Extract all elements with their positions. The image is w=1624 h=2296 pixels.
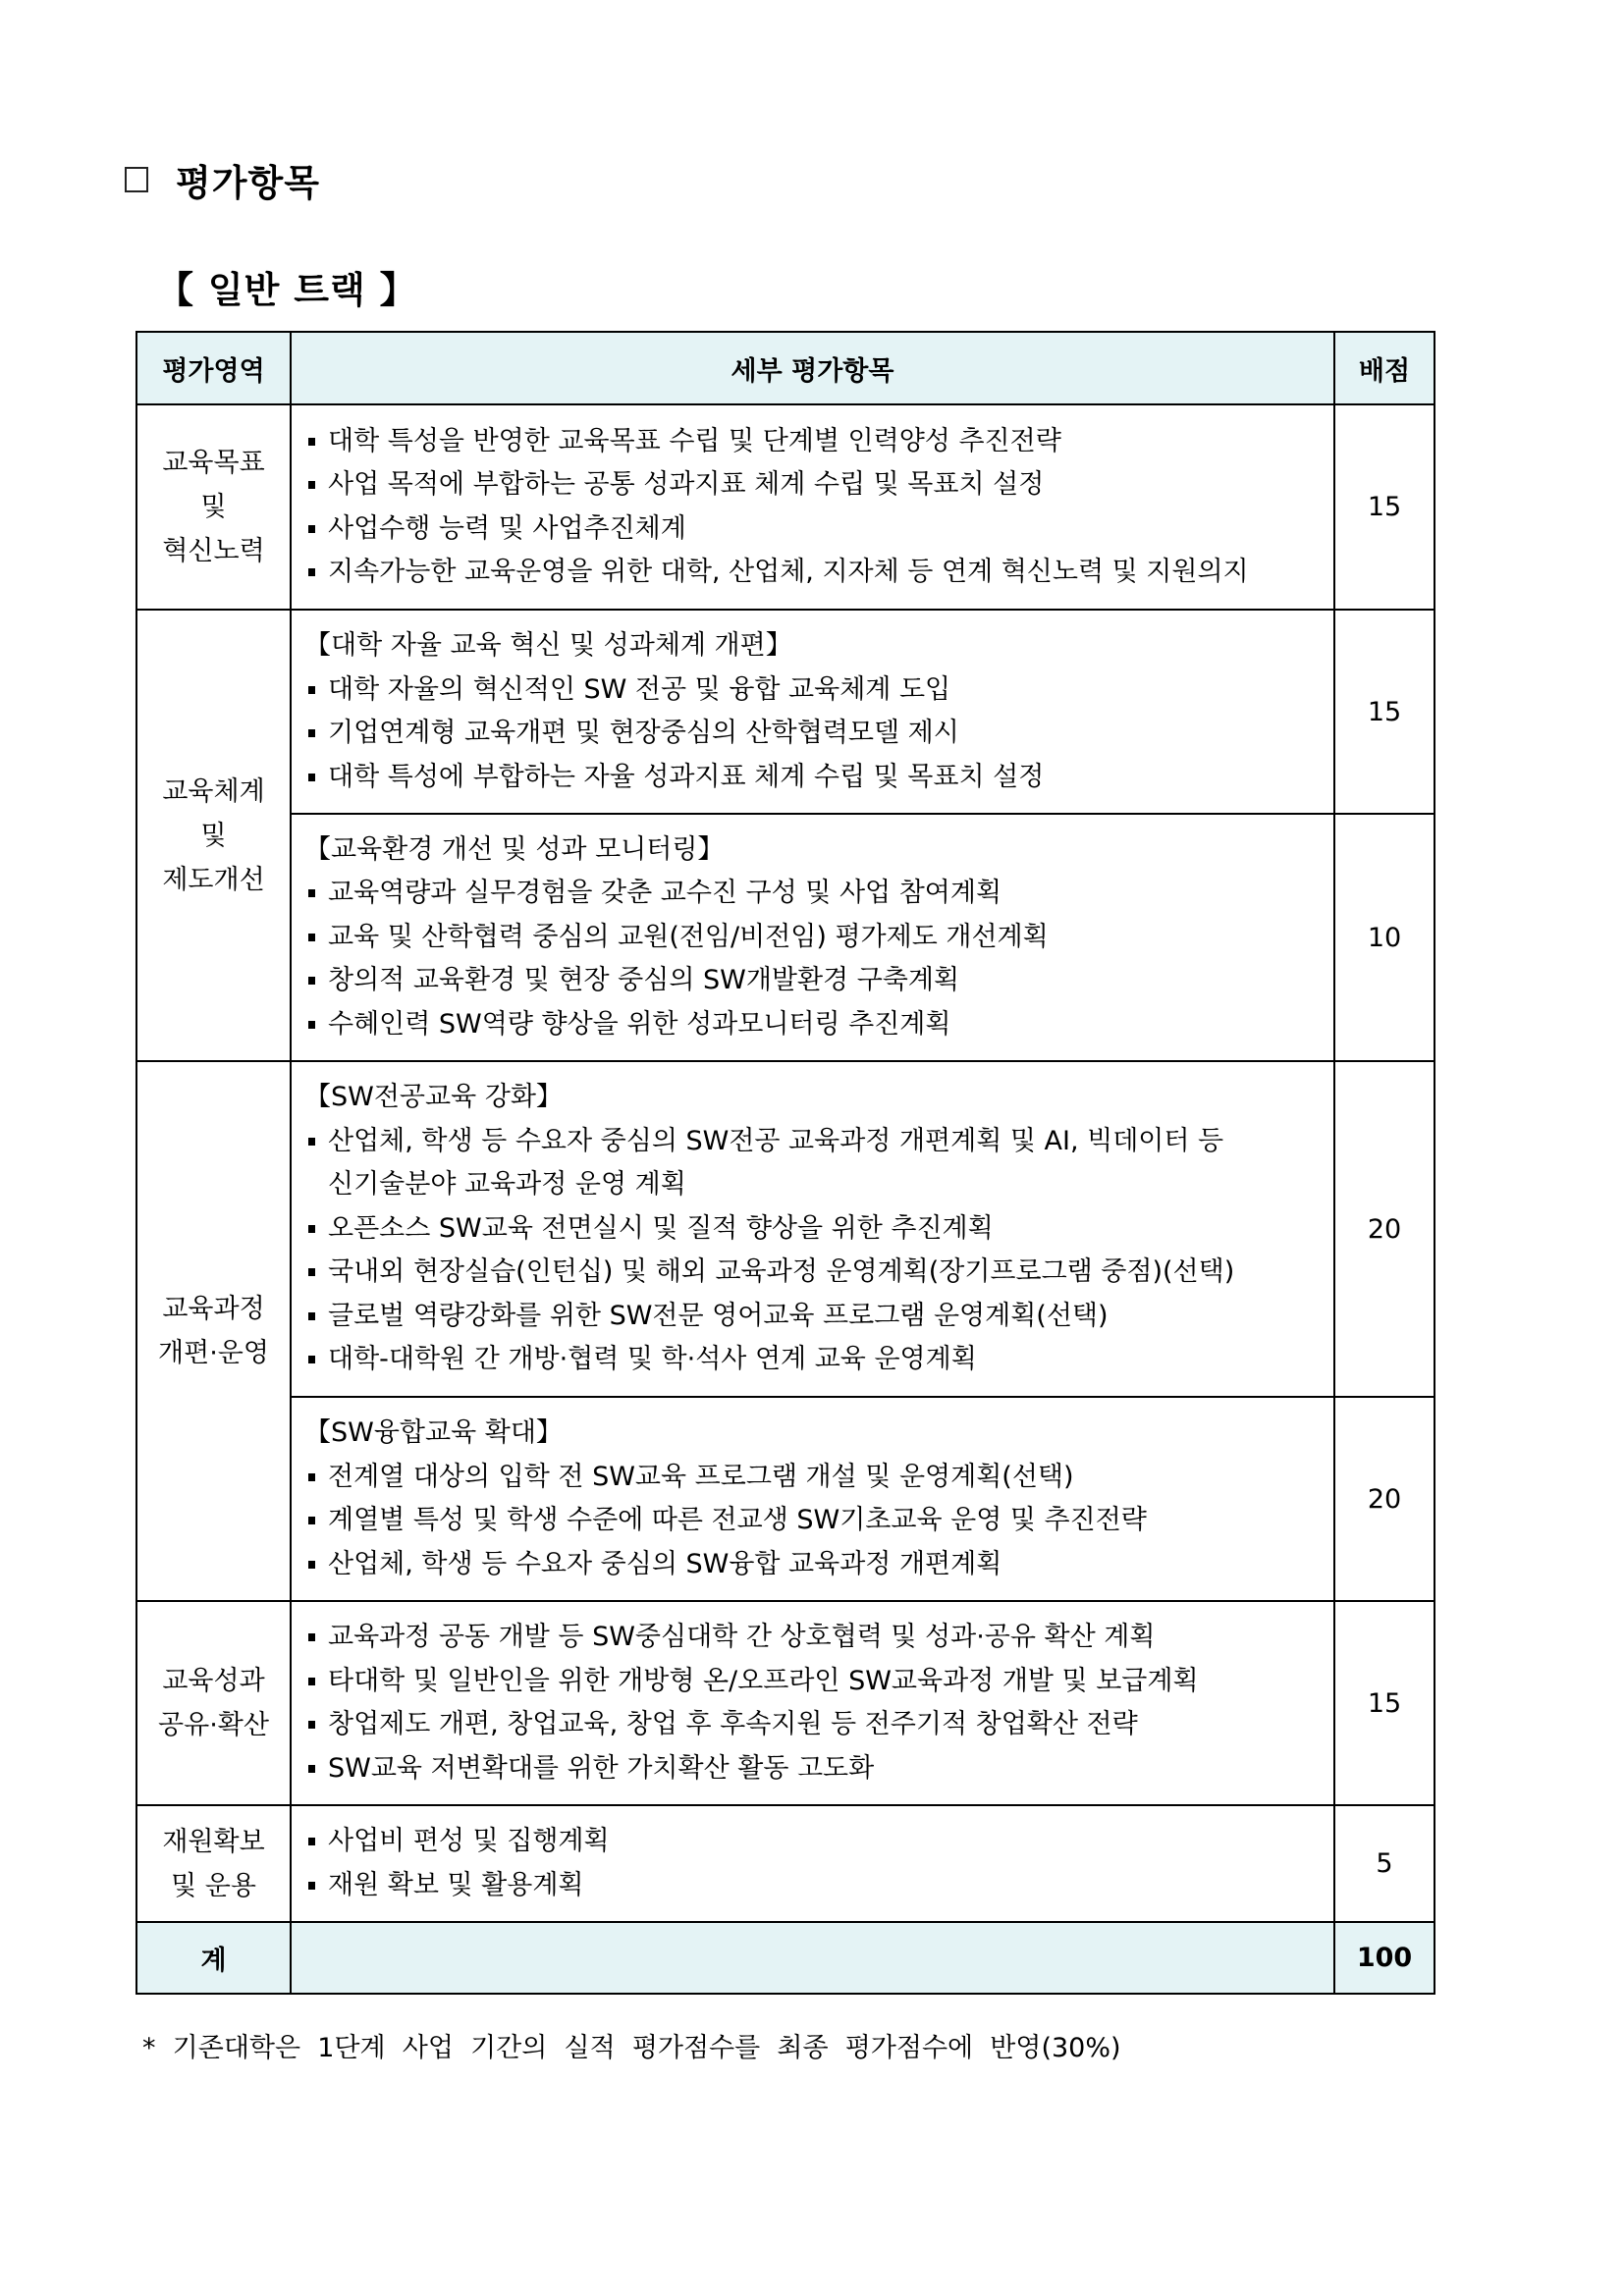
list-item: 재원 확보 및 활용계획 bbox=[304, 1864, 1322, 1908]
score-cell: 15 bbox=[1334, 1601, 1435, 1805]
square-bullet-icon bbox=[308, 525, 315, 533]
square-bullet-icon bbox=[308, 1356, 315, 1363]
score-cell: 15 bbox=[1334, 610, 1435, 814]
square-bullet-icon bbox=[308, 1021, 315, 1029]
table-body bbox=[136, 404, 1435, 1994]
table-row bbox=[136, 610, 1435, 814]
area-line: 혁신노력 bbox=[162, 536, 265, 566]
subheading: 【SW전공교육 강화】 bbox=[304, 1082, 563, 1113]
evaluation-table bbox=[135, 331, 1435, 1995]
table-row bbox=[136, 1397, 1435, 1601]
area-cell bbox=[136, 610, 291, 1061]
list-item: 산업체, 학생 등 수요자 중심의 SW전공 교육과정 개편계획 및 AI, 빅데이터 등 신기술분야 교육과정 운영 계획 bbox=[304, 1120, 1322, 1207]
list-item: 지속가능한 교육운영을 위한 대학, 산업체, 지자체 등 연계 혁신노력 및 지원의지 bbox=[304, 551, 1322, 595]
square-bullet-icon bbox=[308, 1882, 315, 1890]
table-row bbox=[136, 1601, 1435, 1805]
square-bullet-icon bbox=[308, 1225, 315, 1233]
list-item: SW교육 저변확대를 위한 가치확산 활동 고도화 bbox=[304, 1747, 1322, 1791]
square-bullet-icon bbox=[308, 1633, 315, 1641]
square-bullet-icon bbox=[308, 686, 315, 694]
detail-cell bbox=[291, 1061, 1334, 1397]
list-item: 전계열 대상의 입학 전 SW교육 프로그램 개설 및 운영계획(선택) bbox=[304, 1456, 1322, 1500]
list-item: 교육역량과 실무경험을 갖춘 교수진 구성 및 사업 참여계획 bbox=[304, 872, 1322, 916]
footnote: * 기존대학은 1단계 사업 기간의 실적 평가점수를 최종 평가점수에 반영(30%) bbox=[142, 2033, 1121, 2063]
track-title: 【 일반 트랙 】 bbox=[157, 269, 417, 311]
square-bullet-icon bbox=[308, 438, 315, 446]
area-line: 교육목표 bbox=[162, 448, 265, 478]
detail-cell bbox=[291, 1805, 1334, 1922]
list-item: 사업수행 능력 및 사업추진체계 bbox=[304, 507, 1322, 552]
empty-square-icon bbox=[125, 167, 148, 192]
area-line: 교육성과 bbox=[162, 1666, 265, 1696]
detail-cell bbox=[291, 610, 1334, 814]
list-item: 사업 목적에 부합하는 공통 성과지표 체계 수립 및 목표치 설정 bbox=[304, 463, 1322, 507]
square-bullet-icon bbox=[308, 977, 315, 985]
score-cell: 20 bbox=[1334, 1061, 1435, 1397]
subheading: 【SW융합교육 확대】 bbox=[304, 1417, 563, 1448]
detail-cell bbox=[291, 1397, 1334, 1601]
table-row bbox=[136, 1805, 1435, 1922]
table-row bbox=[136, 814, 1435, 1061]
area-line: 개편·운영 bbox=[158, 1338, 269, 1368]
header-detail: 세부 평가항목 bbox=[291, 332, 1334, 404]
list-item: 대학 특성을 반영한 교육목표 수립 및 단계별 인력양성 추진전략 bbox=[304, 420, 1322, 464]
area-cell bbox=[136, 404, 291, 610]
section-title-text: 평가항목 bbox=[176, 162, 320, 204]
area-line: 재원확보 bbox=[162, 1826, 265, 1857]
area-line: 및 운용 bbox=[171, 1870, 256, 1901]
list-item: 대학 자율의 혁신적인 SW 전공 및 융합 교육체계 도입 bbox=[304, 668, 1322, 713]
score-cell: 15 bbox=[1334, 404, 1435, 610]
total-score: 100 bbox=[1334, 1922, 1435, 1994]
area-line: 교육과정 bbox=[162, 1294, 265, 1324]
score-cell: 20 bbox=[1334, 1397, 1435, 1601]
square-bullet-icon bbox=[308, 729, 315, 737]
area-line: 및 bbox=[200, 820, 227, 851]
area-line: 및 bbox=[200, 492, 227, 522]
square-bullet-icon bbox=[308, 774, 315, 781]
square-bullet-icon bbox=[308, 1838, 315, 1845]
total-row bbox=[136, 1922, 1435, 1994]
subheading: 【대학 자율 교육 혁신 및 성과체계 개편】 bbox=[304, 630, 792, 661]
total-detail bbox=[291, 1922, 1334, 1994]
subheading: 【교육환경 개선 및 성과 모니터링】 bbox=[304, 833, 725, 865]
square-bullet-icon bbox=[308, 889, 315, 897]
detail-cell bbox=[291, 404, 1334, 610]
square-bullet-icon bbox=[308, 1765, 315, 1773]
detail-cell bbox=[291, 814, 1334, 1061]
list-item: 국내외 현장실습(인턴십) 및 해외 교육과정 운영계획(장기프로그램 중점)(선택) bbox=[304, 1251, 1322, 1295]
square-bullet-icon bbox=[308, 1561, 315, 1569]
detail-cell bbox=[291, 1601, 1334, 1805]
score-cell: 10 bbox=[1334, 814, 1435, 1061]
square-bullet-icon bbox=[308, 1473, 315, 1481]
list-item: 타대학 및 일반인을 위한 개방형 온/오프라인 SW교육과정 개발 및 보급계획 bbox=[304, 1660, 1322, 1704]
list-item: 기업연계형 교육개편 및 현장중심의 산학협력모델 제시 bbox=[304, 712, 1322, 756]
table-row bbox=[136, 404, 1435, 610]
section-title bbox=[125, 152, 320, 207]
square-bullet-icon bbox=[308, 1312, 315, 1320]
list-item: 창업제도 개편, 창업교육, 창업 후 후속지원 등 전주기적 창업확산 전략 bbox=[304, 1703, 1322, 1747]
list-item: 오픈소스 SW교육 전면실시 및 질적 향상을 위한 추진계획 bbox=[304, 1207, 1322, 1252]
area-cell bbox=[136, 1601, 291, 1805]
list-item: 계열별 특성 및 학생 수준에 따른 전교생 SW기초교육 운영 및 추진전략 bbox=[304, 1499, 1322, 1543]
square-bullet-icon bbox=[308, 1138, 315, 1146]
square-bullet-icon bbox=[308, 1721, 315, 1729]
table-header-row bbox=[136, 332, 1435, 404]
list-item: 수혜인력 SW역량 향상을 위한 성과모니터링 추진계획 bbox=[304, 1003, 1322, 1047]
header-area: 평가영역 bbox=[136, 332, 291, 404]
list-item: 대학-대학원 간 개방·협력 및 학·석사 연계 교육 운영계획 bbox=[304, 1338, 1322, 1382]
square-bullet-icon bbox=[308, 481, 315, 489]
score-cell: 5 bbox=[1334, 1805, 1435, 1922]
area-line: 제도개선 bbox=[162, 864, 265, 895]
square-bullet-icon bbox=[308, 568, 315, 576]
list-item: 산업체, 학생 등 수요자 중심의 SW융합 교육과정 개편계획 bbox=[304, 1543, 1322, 1587]
header-score: 배점 bbox=[1334, 332, 1435, 404]
total-label: 계 bbox=[136, 1922, 291, 1994]
area-line: 공유·확산 bbox=[158, 1710, 269, 1740]
list-item: 글로벌 역량강화를 위한 SW전문 영어교육 프로그램 운영계획(선택) bbox=[304, 1295, 1322, 1339]
square-bullet-icon bbox=[308, 1268, 315, 1276]
list-item: 사업비 편성 및 집행계획 bbox=[304, 1820, 1322, 1864]
list-item: 교육과정 공동 개발 등 SW중심대학 간 상호협력 및 성과·공유 확산 계획 bbox=[304, 1616, 1322, 1660]
table-row bbox=[136, 1061, 1435, 1397]
list-item: 대학 특성에 부합하는 자율 성과지표 체계 수립 및 목표치 설정 bbox=[304, 756, 1322, 800]
square-bullet-icon bbox=[308, 934, 315, 941]
list-item: 교육 및 산학협력 중심의 교원(전임/비전임) 평가제도 개선계획 bbox=[304, 916, 1322, 960]
area-cell bbox=[136, 1805, 291, 1922]
area-line: 교육체계 bbox=[162, 775, 265, 807]
area-cell bbox=[136, 1061, 291, 1601]
square-bullet-icon bbox=[308, 1678, 315, 1685]
square-bullet-icon bbox=[308, 1517, 315, 1524]
list-item: 창의적 교육환경 및 현장 중심의 SW개발환경 구축계획 bbox=[304, 959, 1322, 1003]
